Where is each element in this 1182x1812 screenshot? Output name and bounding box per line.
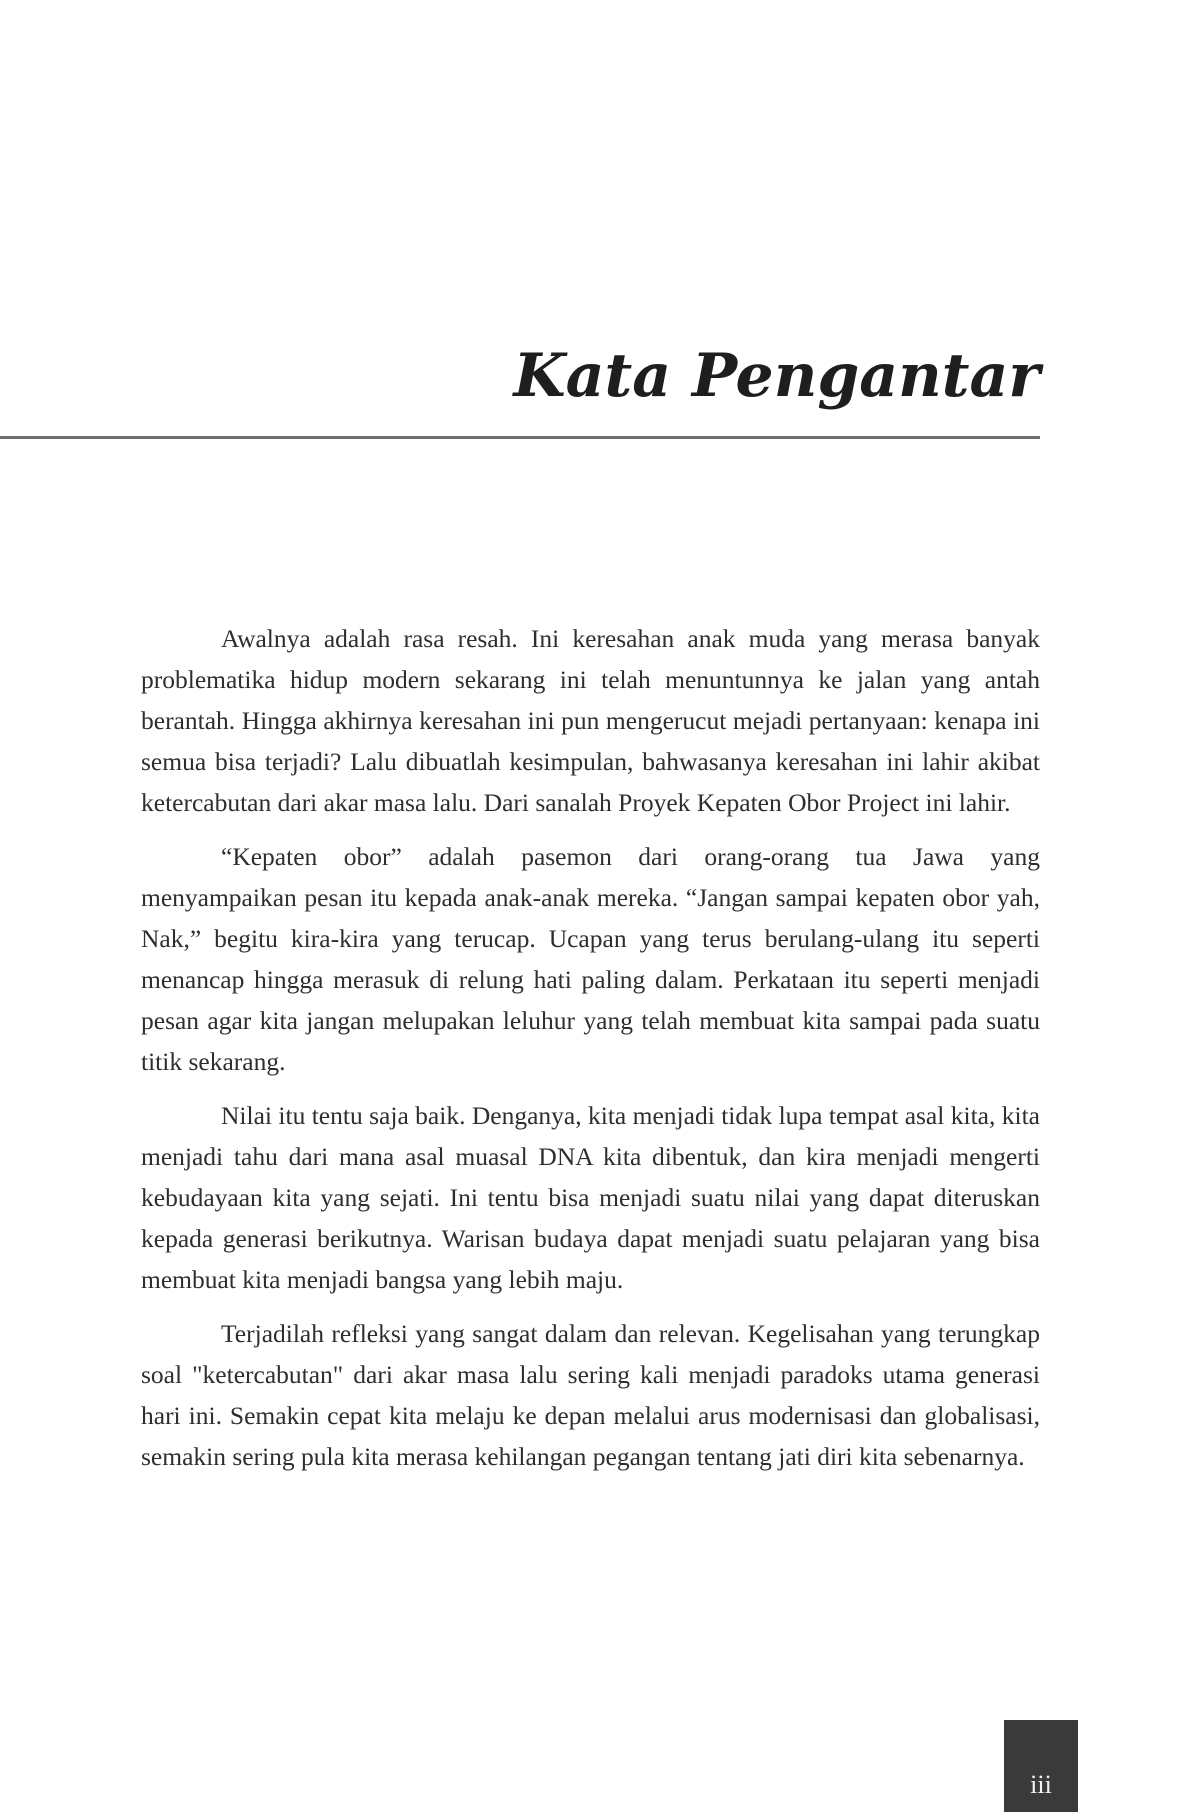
paragraph-2: “Kepaten obor” adalah pasemon dari orang-orang tua Jawa yang menyampaikan pesan itu kepada anak-anak mereka. “Jangan sampai kepaten obor yah, Nak,” begitu kira-kira yang terucap. Ucapan yang terus berulang-ulang itu seperti menancap hingga merasuk di relung hati paling dalam. Perkataan itu seperti menjadi pesan agar kita jangan melupakan leluhur yang telah membuat kita sampai pada suatu titik sekarang. — [141, 842, 1040, 1076]
page-title: Kata Pengantar — [513, 341, 1040, 411]
paragraph-3: Nilai itu tentu saja baik. Denganya, kita menjadi tidak lupa tempat asal kita, kita menjadi tahu dari mana asal muasal DNA kita dibentuk, dan kira menjadi mengerti kebudayaan kita yang sejati. Ini tentu bisa menjadi suatu nilai yang dapat diteruskan kepada generasi berikutnya. Warisan budaya dapat menjadi suatu pelajaran yang bisa membuat kita menjadi bangsa yang lebih maju. — [141, 1101, 1040, 1294]
paragraph-4: Terjadilah refleksi yang sangat dalam dan relevan. Kegelisahan yang terungkap soal "ketercabutan" dari akar masa lalu sering kali menjadi paradoks utama generasi hari ini. Semakin cepat kita melaju ke depan melalui arus modernisasi dan globalisasi, semakin sering pula kita merasa kehilangan pegangan tentang jati diri kita sebenarnya. — [141, 1319, 1040, 1471]
title-divider — [0, 436, 1040, 439]
paragraph-1: Awalnya adalah rasa resah. Ini keresahan anak muda yang merasa banyak problematika hidup modern sekarang ini telah menuntunnya ke jalan yang antah berantah. Hingga akhirnya keresahan ini pun mengerucut mejadi pertanyaan: kenapa ini semua bisa terjadi? Lalu dibuatlah kesimpulan, bahwasanya keresahan ini lahir akibat ketercabutan dari akar masa lalu. Dari sanalah Proyek Kepaten Obor Project ini lahir. — [141, 624, 1040, 817]
body-text — [141, 618, 1040, 1490]
page-number-tab — [1004, 1720, 1078, 1812]
page-number: iii — [1030, 1770, 1052, 1799]
